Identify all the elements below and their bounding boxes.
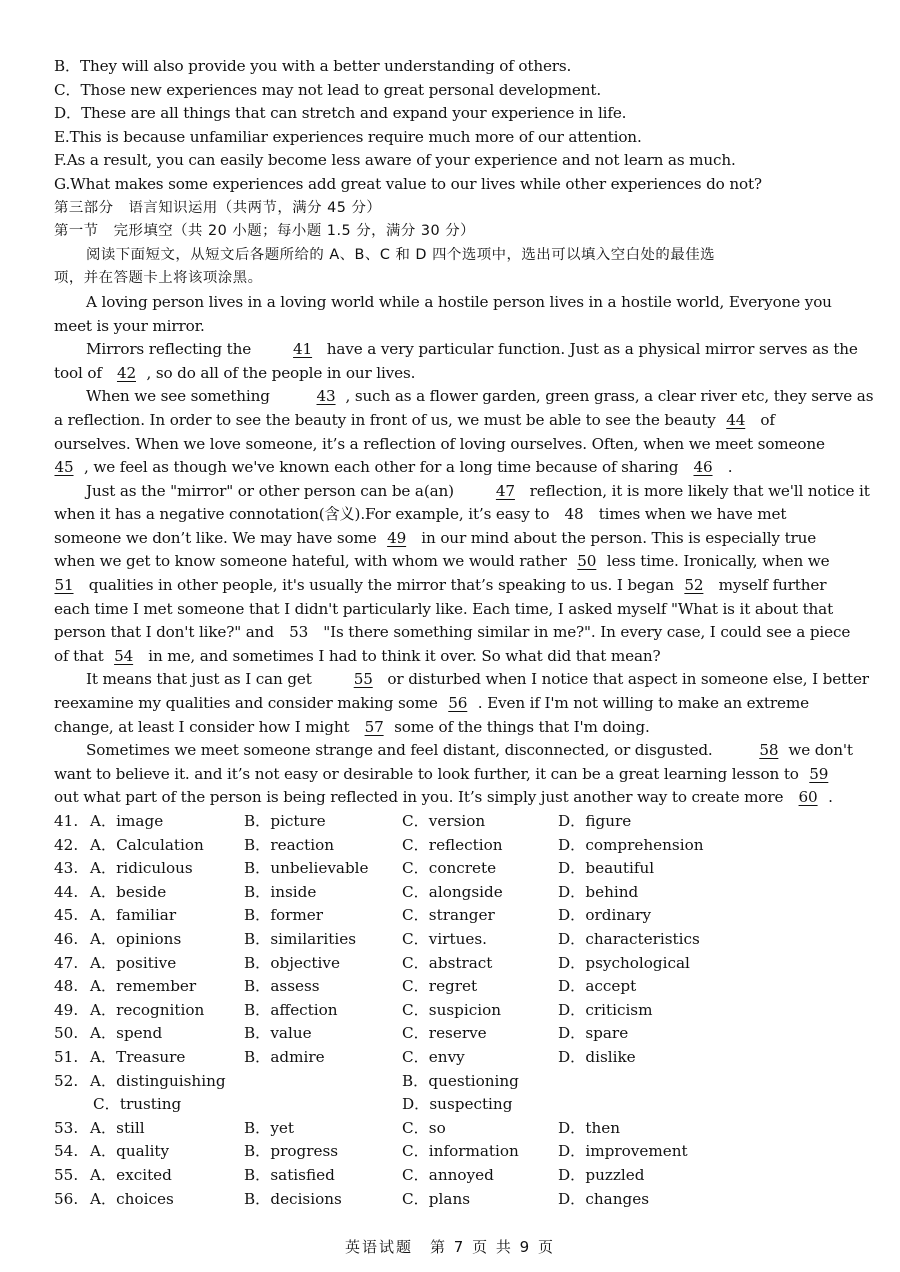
blank-43: 43: [316, 387, 336, 406]
passage-line: each time I met someone that I didn't particularly like. Each time, I asked myself "What is it about that: [54, 599, 834, 618]
passage-line: reexamine my qualities and consider making some 56 . Even if I'm not willing to make an extreme: [54, 692, 854, 716]
option-d[interactable]: D．psychological: [558, 953, 690, 972]
passage-line: ourselves. When we love someone, it’s a reflection of loving ourselves. Often, when we meet someone: [54, 434, 825, 453]
passage-line: Mirrors reflecting the 41 have a very particular function. Just as a physical mirror serves as the: [54, 338, 854, 362]
option-c: C．Those new experiences may not lead to great personal development.: [54, 80, 602, 99]
blank-59: 59: [809, 764, 829, 783]
question-row: [54, 904, 854, 928]
option-c[interactable]: C．concrete: [402, 859, 497, 878]
passage-line: want to believe it. and it’s not easy or desirable to look further, it can be a great learning lesson to 59: [54, 763, 854, 787]
passage-line: when we get to know someone hateful, with whom we would rather 50 less time. Ironically, when we: [54, 550, 854, 574]
option-c[interactable]: C．trusting: [93, 1095, 182, 1114]
option-d[interactable]: D．behind: [558, 882, 639, 901]
blank-42: 42: [116, 363, 136, 382]
blank-60: 60: [798, 788, 818, 807]
option-d[interactable]: D．beautiful: [558, 859, 655, 878]
question-number: 50.: [54, 1024, 79, 1043]
question-row: [54, 952, 854, 976]
blank-50: 50: [577, 552, 597, 571]
option-d[interactable]: D．then: [558, 1118, 621, 1137]
previous-options: [54, 55, 854, 197]
passage-line: Just as the "mirror" or other person can be a(an) 47 reflection, it is more likely that we'll notice it: [54, 480, 854, 504]
option-c[interactable]: C．alongside: [402, 882, 503, 901]
question-row: [54, 810, 854, 834]
option-g: G.What makes some experiences add great value to our lives while other experiences do not?: [54, 174, 762, 193]
option-c[interactable]: C．abstract: [402, 953, 493, 972]
question-number: 52.: [54, 1071, 79, 1090]
blank-51: 51: [54, 576, 74, 595]
answer-options: [54, 810, 854, 1211]
option-b[interactable]: B．satisfied: [244, 1165, 335, 1184]
option-b[interactable]: B．reaction: [244, 835, 335, 854]
option-b[interactable]: B．yet: [244, 1118, 295, 1137]
question-number: 41.: [54, 812, 79, 830]
question-row: [54, 975, 854, 999]
option-d[interactable]: D．characteristics: [558, 929, 700, 948]
option-b[interactable]: B．questioning: [402, 1071, 519, 1090]
passage-line: When we see something 43 , such as a flower garden, green grass, a clear river etc, they serve as: [54, 385, 854, 409]
passage-line: It means that just as I can get 55 or disturbed when I notice that aspect in someone else, I better: [54, 668, 854, 692]
blank-44: 44: [726, 410, 746, 429]
passage-line: someone we don’t like. We may have some 49 in our mind about the person. This is especially true: [54, 527, 854, 551]
option-c[interactable]: C．annoyed: [402, 1165, 494, 1184]
passage-line: when it has a negative connotation(含义).For example, it’s easy to 48 times when we have met: [54, 503, 854, 527]
blank-48: 48: [564, 505, 584, 524]
blank-46: 46: [693, 458, 713, 477]
passage-line: person that I don't like?" and 53 "Is there something similar in me?". In every case, I could see a piece: [54, 621, 854, 645]
option-b[interactable]: B．progress: [244, 1142, 339, 1161]
option-b[interactable]: B．picture: [244, 812, 326, 830]
blank-53: 53: [289, 623, 309, 642]
question-number: 53.: [54, 1118, 79, 1137]
question-row: [54, 1164, 854, 1188]
question-number: 42.: [54, 835, 79, 854]
question-row: [54, 1188, 854, 1212]
blank-45: 45: [54, 458, 74, 477]
option-d[interactable]: D．spare: [558, 1024, 629, 1043]
option-c[interactable]: C．plans: [402, 1189, 471, 1208]
option-a[interactable]: A．familiar: [90, 906, 177, 925]
question-number: 43.: [54, 859, 79, 878]
question-number: 44.: [54, 882, 79, 901]
question-row: [54, 1117, 854, 1141]
question-number: 46.: [54, 929, 79, 948]
question-number: 51.: [54, 1047, 79, 1066]
option-a[interactable]: A．positive: [90, 953, 177, 972]
question-number: 45.: [54, 906, 79, 925]
option-a[interactable]: A．choices: [90, 1189, 174, 1208]
option-c[interactable]: C．reserve: [402, 1024, 487, 1043]
question-row: [54, 1046, 854, 1070]
blank-54: 54: [114, 646, 134, 665]
passage-line: change, at least I consider how I might 57 some of the things that I'm doing.: [54, 716, 854, 740]
option-d: D．These are all things that can stretch and expand your experience in life.: [54, 104, 627, 123]
option-d[interactable]: D．accept: [558, 977, 637, 996]
option-a[interactable]: A．excited: [90, 1165, 172, 1184]
option-b: B．They will also provide you with a better understanding of others.: [54, 57, 572, 75]
question-row: [54, 881, 854, 905]
option-b[interactable]: B．objective: [244, 953, 340, 972]
option-c[interactable]: C．envy: [402, 1047, 465, 1066]
option-b[interactable]: B．decisions: [244, 1189, 342, 1208]
option-b[interactable]: B．value: [244, 1024, 312, 1043]
option-b[interactable]: B．inside: [244, 882, 317, 901]
blank-57: 57: [364, 717, 384, 736]
option-e: E.This is because unfamiliar experiences require much more of our attention.: [54, 127, 642, 146]
exam-page: [54, 55, 874, 1211]
option-d[interactable]: D．figure: [558, 812, 632, 830]
question-row: [54, 1140, 854, 1164]
passage-line: 45 , we feel as though we've known each other for a long time because of sharing 46 .: [54, 456, 854, 480]
option-a[interactable]: A．remember: [90, 977, 197, 996]
option-f: F.As a result, you can easily become less aware of your experience and not learn as much.: [54, 151, 736, 170]
blank-49: 49: [387, 528, 407, 547]
option-a[interactable]: A．beside: [90, 882, 167, 901]
cloze-passage: [54, 291, 874, 810]
question-number: 48.: [54, 977, 79, 996]
option-d[interactable]: D．suspecting: [402, 1095, 513, 1114]
question-number: 55.: [54, 1165, 79, 1184]
option-c[interactable]: C．information: [402, 1142, 519, 1161]
option-d[interactable]: D．criticism: [558, 1000, 653, 1019]
option-a[interactable]: A．still: [90, 1118, 145, 1137]
option-d[interactable]: D．improvement: [558, 1142, 688, 1161]
passage-line: out what part of the person is being reflected in you. It’s simply just another way to create more 60 .: [54, 786, 854, 810]
option-c[interactable]: C．version: [402, 812, 486, 830]
option-a[interactable]: A．Calculation: [90, 835, 204, 854]
option-d[interactable]: D．ordinary: [558, 906, 652, 925]
instruction-line-2: 项，并在答题卡上将该项涂黑。: [54, 270, 263, 287]
page-footer: 英语试题 第 7 页 共 9 页: [345, 1238, 555, 1256]
option-c[interactable]: C．stranger: [402, 906, 495, 925]
option-a[interactable]: A．opinions: [90, 929, 182, 948]
question-row: [54, 857, 854, 881]
question-row: [54, 834, 854, 858]
option-c[interactable]: C．virtues.: [402, 929, 487, 948]
part-title: 第三部分 语言知识运用（共两节，满分 45 分）: [54, 199, 382, 216]
option-a[interactable]: A．image: [90, 812, 164, 830]
question-number: 56.: [54, 1189, 79, 1208]
blank-47: 47: [495, 481, 515, 500]
blank-41: 41: [293, 340, 313, 359]
question-number: 47.: [54, 953, 79, 972]
question-row: [54, 1022, 854, 1046]
question-row: [54, 928, 854, 952]
blank-55: 55: [353, 670, 373, 689]
option-b[interactable]: B．admire: [244, 1047, 325, 1066]
option-d[interactable]: D．comprehension: [558, 835, 704, 854]
option-b[interactable]: B．unbelievable: [244, 859, 369, 878]
blank-52: 52: [684, 576, 704, 595]
option-d[interactable]: D．puzzled: [558, 1165, 645, 1184]
passage-line: a reflection. In order to see the beauty in front of us, we must be able to see the beauty 44 of: [54, 409, 854, 433]
option-b[interactable]: B．assess: [244, 977, 320, 996]
question-row: [54, 999, 854, 1023]
passage-line: meet is your mirror.: [54, 316, 205, 335]
passage-line: 51 qualities in other people, it's usually the mirror that’s speaking to us. I began 52 myself further: [54, 574, 854, 598]
option-a[interactable]: A．ridiculous: [90, 859, 193, 878]
blank-58: 58: [759, 741, 779, 760]
option-b[interactable]: B．former: [244, 906, 324, 925]
option-b[interactable]: B．affection: [244, 1000, 338, 1019]
passage-line: of that 54 in me, and sometimes I had to think it over. So what did that mean?: [54, 645, 854, 669]
option-d[interactable]: D．changes: [558, 1189, 649, 1208]
question-number: 54.: [54, 1142, 79, 1161]
option-b[interactable]: B．similarities: [244, 929, 357, 948]
option-c[interactable]: C．so: [402, 1118, 446, 1137]
passage-line: Sometimes we meet someone strange and feel distant, disconnected, or disgusted. 58 we don't: [54, 739, 854, 763]
option-a[interactable]: A．distinguishing: [90, 1071, 226, 1090]
option-c[interactable]: C．regret: [402, 977, 478, 996]
section-title: 第一节 完形填空（共 20 小题；每小题 1.5 分，满分 30 分）: [54, 223, 476, 240]
question-row: [54, 1070, 854, 1094]
option-a[interactable]: A．quality: [90, 1142, 170, 1161]
passage-line: tool of 42 , so do all of the people in our lives.: [54, 362, 854, 386]
question-number: 49.: [54, 1000, 79, 1019]
option-a[interactable]: A．recognition: [90, 1000, 205, 1019]
option-c[interactable]: C．reflection: [402, 835, 503, 854]
instruction-line-1: 阅读下面短文，从短文后各题所给的 A、B、C 和 D 四个选项中，选出可以填入空白处的最佳选: [86, 246, 715, 263]
question-row: [54, 1093, 854, 1117]
option-d[interactable]: D．dislike: [558, 1047, 636, 1066]
option-a[interactable]: A．spend: [90, 1024, 163, 1043]
option-a[interactable]: A．Treasure: [90, 1047, 186, 1066]
passage-line: A loving person lives in a loving world while a hostile person lives in a hostile world, Everyone you: [86, 292, 832, 311]
option-c[interactable]: C．suspicion: [402, 1000, 502, 1019]
blank-56: 56: [448, 694, 468, 713]
